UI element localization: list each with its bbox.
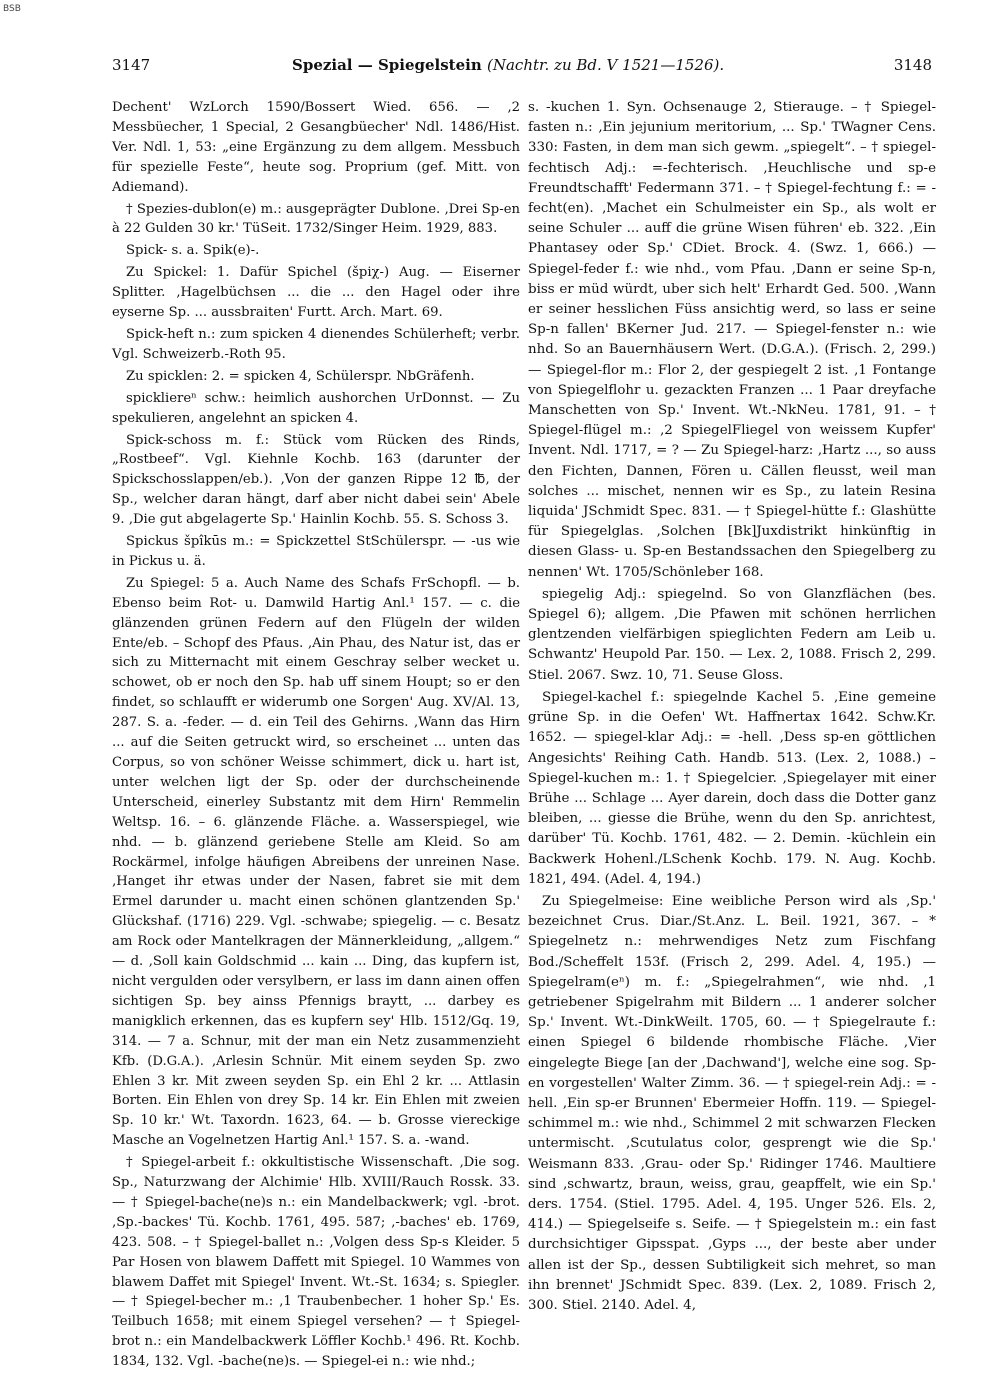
entry: spickliereⁿ schw.: heimlich aushorchen UrDonnst. — Zu spekulieren, angelehnt an spicken 4. <box>112 390 520 426</box>
entry: Zu Spiegelmeise: Eine weibliche Person wird als ‚Sp.' bezeichnet Crus. Diar./St.Anz. L. Beil. 1921, 367. – * Spiegelnetz n.: mehrwendiges Netz zum Fischfang Bod./Scheffelt 153f. (Frisch 2, 299. Adel. 4, 195.) — Spiegelram(eⁿ) m. f.: „Spiegelrahmen“, wie nhd. ‚1 getriebener Spigelrahm mit Bildern ... 1 anderer solcher Sp.' Invent. Wt.-DinkWeilt. 1705, 60. — † Spiegelraute f.: einen Spiegel 6 bildende rhombische Fläche. ‚Vier eingelegte Biege [an der ‚Dachwand'], welche eine sog. Sp-en vorgestellen' Walter Zimm. 36. — † spiegel-rein Adj.: = -hell. ‚Ein sp-er Brunnen' Ebermeier Hoffn. 119. — Spiegel-schimmel m.: wie nhd., Schimmel 2 mit schwarzen Flecken untermischt. ‚Scutulatus color, gesprengt wie die Sp.' Weismann 833. ‚Grau- oder Sp.' Ridinger 1746. Maultiere sind ‚schwartz, braun, weiss, grau, geapffelt, wie ein Sp.' ders. 1754. (Stiel. 1795. Adel. 4, 195. Unger 526. Els. 2, 414.) — Spiegelseife s. Seife. — † Spiegelstein m.: ein fast durchsichtiger Gipsspat. ‚Gyps ..., der beste aber under allen ist der Sp., dessen Subtiligkeit sich mehret, so man ihn brennet' JSchmidt Spec. 839. (Lex. 2, 1089. Frisch 2, 300. Stiel. 2140. Adel. 4, <box>528 893 936 1313</box>
page-number-left: 3147 <box>112 56 151 74</box>
entry: Spick- s. a. Spik(e)-. <box>126 243 260 259</box>
running-title: Spezial — Spiegelstein (Nachtr. zu Bd. V 1521—1526). <box>292 56 725 74</box>
library-stamp: BSB <box>3 4 21 14</box>
entry: † Spiegel-arbeit f.: okkultistische Wissenschaft. ‚Die sog. Sp., Naturzwang der Alchimie' Hlb. XVIII/Rauch Rossk. 33. — † Spiegel-bache(ne)s n.: ein Mandelbackwerk; vgl. -brot. ‚Sp.-backes' Tü. Kochb. 1761, 495. 587; ‚-baches' eb. 1769, 423. 508. – † Spiegel-ballet n.: ‚Volgen dess Sp-s Kleider. 5 Par Hosen von blawem Daffett mit Spiegel. 10 Wammes von blawem Daffet mit Spiegel' Invent. Wt.-St. 1634; s. Spiegler. — † Spiegel-becher m.: ‚1 Traubenbecher. 1 hoher Sp.' Es. Teilbuch 1658; mit einem Spiegel versehen? — † Spiegel-brot n.: ein Mandelbackwerk Löffler Kochb.¹ 496. Rt. Kochb. 1834, 132. Vgl. -bache(ne)s. — Spiegel-ei n.: wie nhd.; <box>112 1155 520 1370</box>
running-subtitle: (Nachtr. zu Bd. V 1521—1526). <box>487 56 725 74</box>
page-number-right: 3148 <box>893 56 932 74</box>
entry: Spick-heft n.: zum spicken 4 dienendes Schülerheft; verbr. Vgl. Schweizerb.-Roth 95. <box>112 326 520 362</box>
entry: Zu spicklen: 2. = spicken 4, Schülerspr. NbGräfenh. <box>126 368 475 384</box>
page-header <box>112 56 932 80</box>
entry: Dechent' WzLorch 1590/Bossert Wied. 656. — ‚2 Messbüecher, 1 Special, 2 Gesangbüecher' Ndl. 1486/Hist. Ver. Ndl. 1, 53: „eine Ergänzung zu dem allgem. Messbuch für spezielle Feste“, heute sog. Proprium (gef. Mitt. von Adiemand). <box>112 100 520 195</box>
entry: † Spezies-dublon(e) m.: ausgeprägter Dublone. ‚Drei Sp-en à 22 Gulden 30 kr.' TüSeit. 1732/Singer Heim. 1929, 883. <box>112 201 520 237</box>
right-column <box>528 98 936 1316</box>
left-column <box>112 98 520 1372</box>
entry: Spickus špîkūs m.: = Spickzettel StSchülerspr. — -us wie in Pickus u. ä. <box>112 534 520 569</box>
entry: Spick-schoss m. f.: Stück vom Rücken des Rinds, „Rostbeef“. Vgl. Kiehnle Kochb. 163 (darunter der Spickschosslappen/eb.). ‚Von der ganzen Rippe 12 ℔, der Sp., welcher daran hängt, darf aber nicht dabei sein' Abele 9. ‚Die gut abgelagerte Sp.' Hainlin Kochb. 55. S. Schoss 3. <box>112 432 520 528</box>
entry: Spiegel-kachel f.: spiegelnde Kachel 5. ‚Eine gemeine grüne Sp. in die Oefen' Wt. Haffnertax 1642. Schw.Kr. 1652. — spiegel-klar Adj.: = -hell. ‚Dess sp-en göttlichen Angesichts' Reihing Cath. Handb. 513. (Lex. 2, 1088.) – Spiegel-kuchen m.: 1. † Spiegelcier. ‚Spiegelayer mit einer Brühe ... Schlage ... Ayer darein, doch dass die Dotter ganz bleiben, ... giesse die Brühe, wenn du den Sp. anrichtest, darüber' Tü. Kochb. 1761, 482. — 2. Demin. -küchlein ein Backwerk Hohenl./LSchenk Kochb. 179. N. Aug. Kochb. 1821, 494. (Adel. 4, 194.) <box>528 689 936 887</box>
entry: Zu Spickel: 1. Dafür Spichel (špiχ-) Aug. — Eiserner Splitter. ‚Hagelbüchsen ... die ... den Hagel oder ihre eyserne Sp. ... aussbraiten' Furtt. Arch. Mart. 69. <box>112 265 520 321</box>
entry: Zu Spiegel: 5 a. Auch Name des Schafs FrSchopfl. — b. Ebenso beim Rot- u. Damwild Hartig Anl.¹ 157. — c. die glänzenden grünen Federn auf den Flügeln der wilden Ente/eb. – Schopf des Pfaus. ‚Ain Phau, des Natur ist, das er sich zu Mitternacht mit einem Geschray selber wecket u. schowet, ob er noch den Sp. hab uff sinem Houpt; so er den findet, so schlaufft er widerumb one Sorgen' Aug. XV/Al. 13, 287. S. a. -feder. — d. ein Teil des Gehirns. ‚Wann das Hirn ... auf die Seiten getruckt wird, so erscheinet ... unten das Corpus, so von schöner Weisse schimmert, dick u. hart ist, unter welchen ligt der Sp. oder der durchscheinende Unterscheid, einerley Substantz mit dem Hirn' Remmelin Weltsp. 16. – 6. glänzende Fläche. a. Wasserspiegel, wie nhd. — b. glänzend geriebene Stelle am Kleid. So am Rockärmel, infolge häufigen Abreibens der unreinen Nase. ‚Hanget ihr etwas under der Nasen, fabret sie mit dem Ermel darunder u. macht einen schönen glantzenden Sp.' Glückshaf. (1716) 229. Vgl. -schwabe; spiegelig. — c. Besatz am Rock oder Mantelkragen der Männerkleidung, „allgem.“ — d. ‚Soll kain Goldschmid ... kain ... Ding, das kupfern ist, nicht vergulden oder versylbern, er lass im dann ainen offen sichtigen Sp. bey ainss Pfennigs braytt, ... darbey es manigklich erkennen, das es kupfern sey' Hlb. 1512/Gq. 19, 314. — 7 a. Schnur, mit der man ein Netz zusammenzieht Kfb. (D.G.A.). ‚Arlesin Schnür. Mit einem seyden Sp. zwo Ehlen 3 kr. Mit zween seyden Sp. ein Ehl 2 kr. ... Attlasin Borten. Ein Ehlen von drey Sp. 14 kr. Ein Ehlen mit zweien Sp. 10 kr.' Wt. Taxordn. 1623, 64. — b. Grosse viereckige Masche an Vogelnetzen Hartig Anl.¹ 157. S. a. -wand. <box>112 575 520 1149</box>
entry: spiegelig Adj.: spiegelnd. So von Glanzflächen (bes. Spiegel 6); allgem. ‚Die Pfawen mit schönen herrlichen glentzenden vielfärbigen spieglichten Federn am Leib u. Schwantz' Heupold Par. 150. — Lex. 2, 1088. Frisch 2, 299. Stiel. 2067. Swz. 10, 71. Seuse Gloss. <box>528 586 936 683</box>
entry: s. -kuchen 1. Syn. Ochsenauge 2, Stierauge. – † Spiegel-fasten n.: ‚Ein jejunium meritorium, ... Sp.' TWagner Cens. 330: Fasten, in dem man sich gewm. „spiegelt“. – † spiegel-fechtisch Adj.: =-fechterisch. ‚Heuchlische und sp-e Freundtschafft' Federmann 371. – † Spiegel-fechtung f.: = -fecht(en). ‚Machet ein Schulmeister ein Sp., als wolt er seine Schuler ... auff die grüne Wisen führen' eb. 322. ‚Ein Phantasey oder Sp.' CDiet. Brock. 4. (Swz. 1, 666.) — Spiegel-feder f.: wie nhd., vom Pfau. ‚Dann er seine Sp-n, biss er müd würdt, uber sich helt' Erhardt Ged. 500. ‚Wann er seiner hesslichen Füss ansichtig werd, so lass er seine Sp-n fallen' BKerner Jud. 217. — Spiegel-fenster n.: wie nhd. So an Bauernhäusern Wert. (D.G.A.). (Frisch. 2, 299.) — Spiegel-flor m.: Flor 2, der gespiegelt 2 ist. ‚1 Fontange von Spiegelflohr u. gezackten Franzen ... 1 Paar dreyfache Manschetten von Sp.' Invent. Wt.-NkNeu. 1781, 91. – † Spiegel-flügel m.: ‚2 SpiegelFliegel von weissem Kupfer' Invent. Ndl. 1717, = ? — Zu Spiegel-harz: ‚Hartz ..., so auss den Fichten, Dannen, Fören u. Cällen fleusst, weil man solches ... mischet, nennen wir es Sp., zu latein Resina liquida' JSchmidt Spec. 831. — † Spiegel-hütte f.: Glashütte für Spiegelglas. ‚Solchen [Bk]Juxdistrikt hinkünftig in diesen Glass- u. Sp-en Bestandssachen den Spiegelberg zu nennen' Wt. 1705/Schönleber 168. <box>528 100 936 580</box>
